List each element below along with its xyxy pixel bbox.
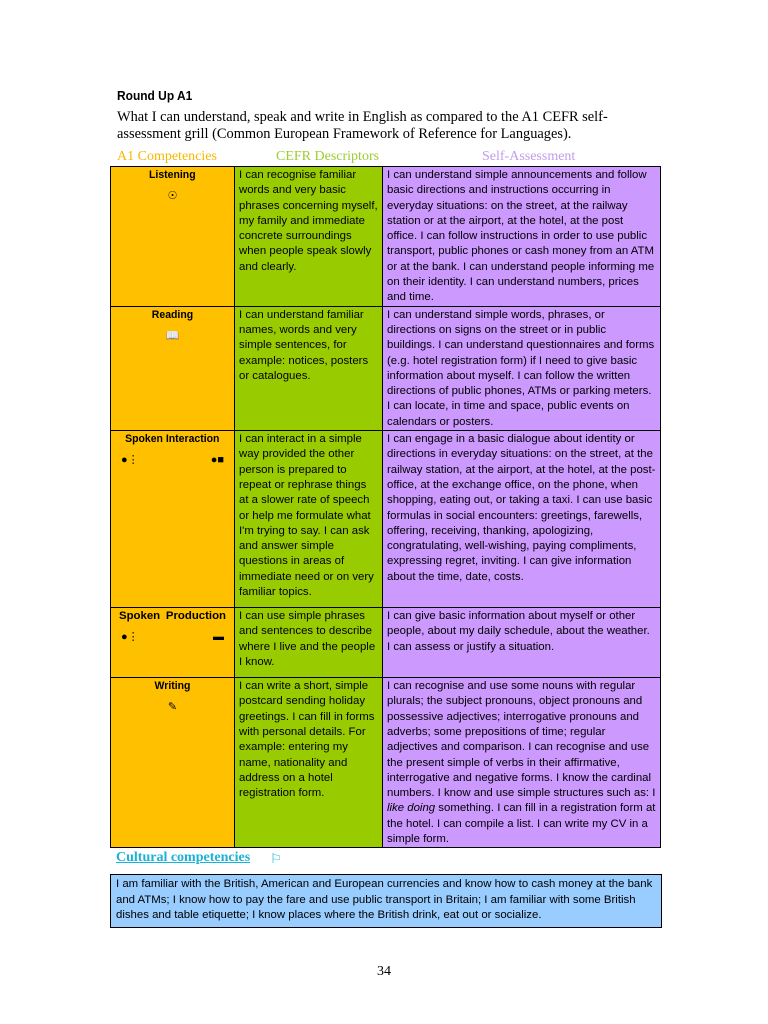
cell-self-reading: I can understand simple words, phrases, or directions on signs on the street or in public buildings. I can understand questionnaires and forms (e.g. hotel registration form) if I need to give basic information about myself. I can follow the written directions of public phones, ATMs or parking meters. I can locate, in time and space, public events on calendars or posters. <box>383 306 661 430</box>
competency-table <box>110 166 661 848</box>
speaking-icon: ●⋮ <box>121 454 139 467</box>
speech-bubble-icon: ▬ <box>213 631 224 644</box>
cell-skill-interaction <box>111 431 235 608</box>
page-title: Round Up A1 <box>117 88 193 103</box>
cell-descriptor-production: I can use simple phrases and sentences to describe where I live and the people I know. <box>235 608 383 678</box>
cultural-heading: Cultural competencies <box>116 850 251 865</box>
page-number: 34 <box>377 964 391 979</box>
intro-paragraph: What I can understand, speak and write in English as compared to the A1 CEFR self-assessment grill (Common European Framework of Reference for Languages). <box>117 109 608 142</box>
row-writing <box>111 678 661 848</box>
header-competencies: A1 Competencies <box>117 149 217 164</box>
row-listening <box>111 167 661 307</box>
ear-icon: ☉ <box>167 190 178 203</box>
cell-skill-listening <box>111 167 235 307</box>
cell-descriptor-interaction: I can interact in a simple way provided the other person is prepared to repeat or rephrase things at a slower rate of speech or help me formulate what I'm trying to say. I can ask and answer simple questions in areas of immediate need or on very familiar topics. <box>235 431 383 608</box>
speaking-icon: ●⋮ <box>121 631 139 644</box>
cell-skill-reading <box>111 306 235 430</box>
cell-descriptor-listening: I can recognise familiar words and very basic phrases concerning myself, my family and immediate concrete surroundings when people speak slowly and clearly. <box>235 167 383 307</box>
book-icon: 📖 <box>165 329 180 342</box>
cell-descriptor-writing: I can write a short, simple postcard sending holiday greetings. I can fill in forms with personal details. For example: entering my name, nationality and address on a hotel registration form. <box>235 678 383 848</box>
cell-descriptor-reading: I can understand familiar names, words and very simple sentences, for example: notices, posters or catalogues. <box>235 306 383 430</box>
skill-label-production: Spoken Production <box>119 610 226 623</box>
speech-bubble-icon: ●■ <box>210 454 224 467</box>
cell-skill-writing <box>111 678 235 848</box>
cultural-box: I am familiar with the British, American and European currencies and know how to cash money at the bank and ATMs; I know how to pay the fare and use public transport in Britain; I am familiar with some British dishes and table etiquette; I know places where the British drink, eat out or socialize. <box>110 874 662 928</box>
row-production <box>111 608 661 678</box>
flag-icon: ⚐ <box>270 851 282 866</box>
pen-icon: ✎ <box>167 701 178 714</box>
cell-self-interaction: I can engage in a basic dialogue about identity or directions in everyday situations: on the street, at the railway station, at the airport, at the hotel, at the post-office, at the exchange office, on the phone, when shopping, eating out, or taking a taxi. I can use basic formulas in social encounters: greetings, farewells, offering, receiving, thanking, apologizing, congratulating, well-wishing, paying compliments, expressing regret, inviting. I can give information about the time, date, costs. <box>383 431 661 608</box>
column-headers <box>0 149 768 167</box>
skill-label-writing: Writing <box>154 680 191 693</box>
header-descriptors: CEFR Descriptors <box>276 149 380 164</box>
cell-self-writing: I can recognise and use some nouns with regular plurals; the subject pronouns, object pronouns and possessive adjectives; interrogative pronouns and adverbs; some prepositions of time; regular adjectives and comparison. I can recognise and use the present simple of verbs in their affirmative, interrogative and negative forms. I know the cardinal numbers. I know and use simple structures such as: I like doing something. I can fill in a registration form at the hotel. I can compile a list. I can write my CV in a simple form. <box>383 678 661 848</box>
cell-skill-production <box>111 608 235 678</box>
skill-label-reading: Reading <box>151 308 194 321</box>
row-interaction <box>111 431 661 608</box>
skill-label-interaction: Spoken Interaction <box>125 433 220 446</box>
row-reading <box>111 306 661 430</box>
header-self-assessment: Self-Assessment <box>482 149 576 164</box>
skill-label-listening: Listening <box>149 169 196 181</box>
cell-self-production: I can give basic information about myself or other people, about my daily schedule, about the weather. I can assess or justify a situation. <box>383 608 661 678</box>
cell-self-listening: I can understand simple announcements and follow basic directions and instructions occurring in everyday situations: on the street, at the railway station or at the airport, at the hotel, at the post office. I can follow instructions in order to use public transport, public phones or cash money from an ATM or at the bank. I can understand people informing me on their identity. I can understand numbers, prices and time. <box>383 167 661 307</box>
